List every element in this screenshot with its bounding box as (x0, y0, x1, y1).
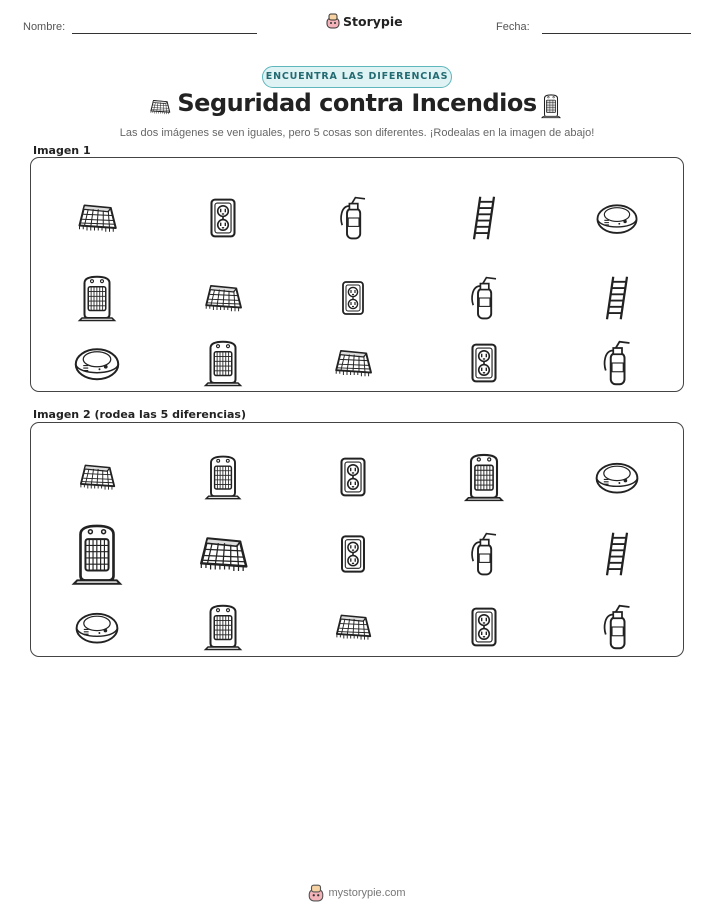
image1-fire-extinguisher-icon (592, 338, 642, 388)
image2-space-heater-icon[interactable] (198, 602, 248, 652)
image2-smoke-detector-icon[interactable] (73, 603, 121, 651)
footer (0, 884, 714, 902)
date-label: Fecha: (496, 21, 530, 33)
image1-space-heater-icon (72, 273, 122, 323)
image2-smoke-detector-icon[interactable] (593, 453, 641, 501)
image1-fire-extinguisher-icon (329, 194, 377, 242)
mascot-icon (326, 13, 340, 29)
image1-fire-extinguisher-icon (460, 274, 508, 322)
image1-fire-blanket-icon (329, 339, 377, 387)
image2-outlet-icon[interactable] (330, 454, 376, 500)
image2-space-heater-icon[interactable] (199, 453, 247, 501)
image2-outlet-icon[interactable] (461, 604, 507, 650)
image2-fire-blanket-icon[interactable] (74, 454, 120, 500)
brand-logo (326, 13, 403, 29)
page-title: Seguridad contra Incendios (177, 89, 537, 117)
footer-url: mystorypie.com (328, 887, 406, 899)
image2-fire-blanket-icon[interactable] (192, 523, 254, 585)
image1-fire-blanket-icon (199, 274, 247, 322)
image1-space-heater-icon (198, 338, 248, 388)
instructions: Las dos imágenes se ven iguales, pero 5 cosas son diferentes. ¡Rodealas en la imagen de abajo! (119, 127, 595, 139)
image2-fire-blanket-icon[interactable] (330, 604, 376, 650)
section1-label: Imagen 1 (33, 144, 91, 157)
mascot-icon (308, 884, 324, 902)
image1-smoke-detector-icon (72, 338, 122, 388)
image2-ladder-icon[interactable] (592, 529, 642, 579)
image2-panel[interactable] (30, 422, 684, 657)
image1-outlet-icon (333, 278, 373, 318)
date-field[interactable] (542, 33, 691, 34)
image2-space-heater-icon[interactable] (458, 451, 510, 503)
image1-outlet-icon (461, 340, 507, 386)
image2-outlet-icon[interactable] (331, 532, 375, 576)
image2-fire-extinguisher-icon[interactable] (460, 530, 508, 578)
space-heater-icon (538, 91, 564, 126)
image2-space-heater-icon[interactable] (64, 521, 130, 587)
image1-outlet-icon (200, 195, 246, 241)
image1-fire-blanket-icon (72, 193, 122, 243)
image1-ladder-icon (459, 193, 509, 243)
activity-badge: ENCUENTRA LAS DIFERENCIAS (262, 66, 452, 88)
image1-panel (30, 157, 684, 392)
section2-label: Imagen 2 (rodea las 5 diferencias) (33, 408, 247, 421)
image1-ladder-icon (592, 273, 642, 323)
image2-fire-extinguisher-icon[interactable] (592, 602, 642, 652)
name-label: Nombre: (23, 21, 66, 33)
name-field[interactable] (72, 33, 257, 34)
image1-smoke-detector-icon (594, 195, 640, 241)
brand-name: Storypie (343, 13, 403, 29)
